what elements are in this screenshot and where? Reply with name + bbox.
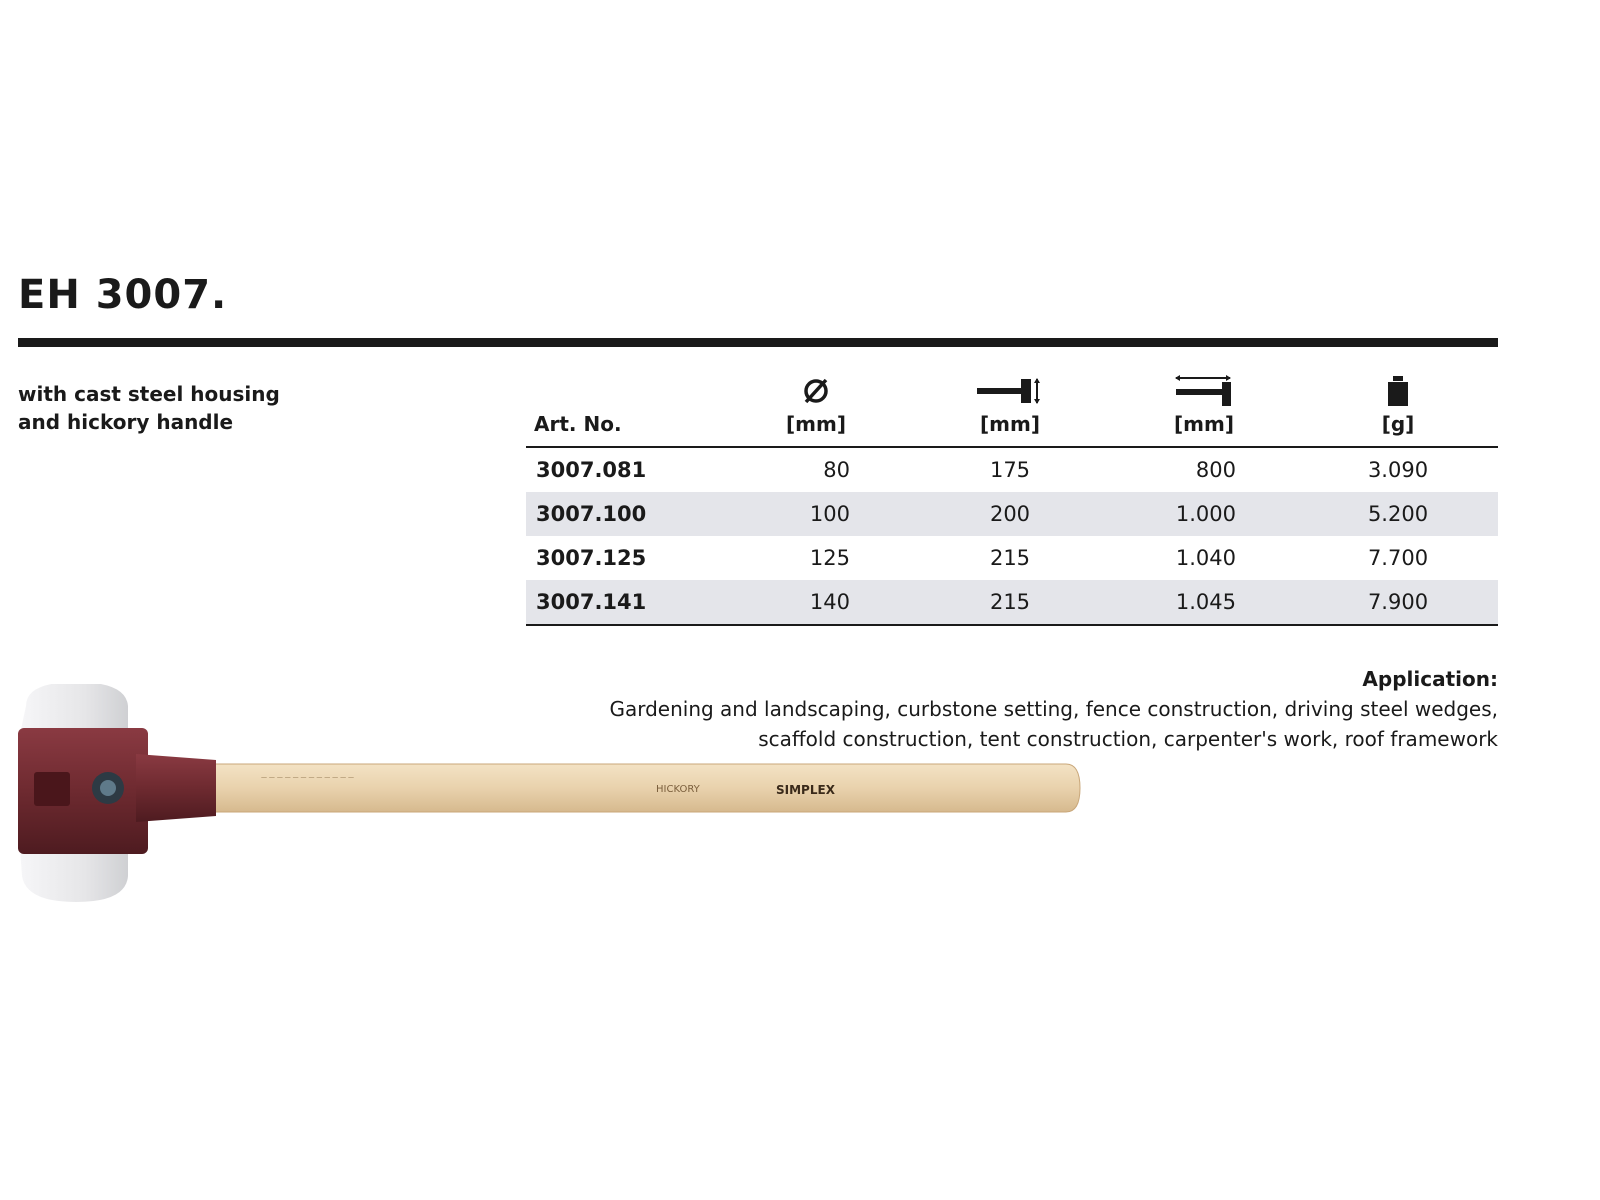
header-unit: [mm] (1174, 412, 1234, 436)
product-description (18, 380, 280, 436)
application-line: scaffold construction, tent construction, carpenter's work, roof framework (758, 727, 1498, 751)
description-line: with cast steel housing (18, 382, 280, 406)
header-overall-length (1144, 374, 1264, 436)
brand-label: SIMPLEX (776, 783, 835, 797)
cell-head-length: 215 (989, 546, 1031, 570)
header-weight (1338, 374, 1458, 436)
cell-overall-length: 800 (1195, 458, 1236, 482)
head-length-icon (950, 374, 1070, 408)
header-diameter (756, 374, 876, 436)
hammer-image (16, 684, 1116, 934)
cell-overall-length: 1.000 (1175, 502, 1236, 526)
cell-art-no: 3007.141 (536, 590, 647, 614)
weight-icon (1338, 374, 1458, 408)
cell-overall-length: 1.040 (1175, 546, 1236, 570)
application-line: Gardening and landscaping, curbstone setting, fence construction, driving steel wedges, (609, 697, 1498, 721)
title-divider (18, 338, 1498, 347)
table-row (526, 580, 1498, 626)
cell-art-no: 3007.100 (536, 502, 647, 526)
cell-overall-length: 1.045 (1175, 590, 1236, 614)
description-line: and hickory handle (18, 410, 234, 434)
application-title: Application: (1362, 667, 1498, 691)
cell-head-length: 175 (989, 458, 1031, 482)
cell-art-no: 3007.125 (536, 546, 647, 570)
cell-head-length: 215 (989, 590, 1031, 614)
table-row (526, 448, 1498, 492)
header-art-no: Art. No. (534, 412, 622, 436)
overall-length-icon (1144, 374, 1264, 408)
header-unit: [g] (1381, 412, 1415, 436)
cell-weight: 7.700 (1367, 546, 1429, 570)
header-head-length (950, 374, 1070, 436)
table-row (526, 492, 1498, 536)
cell-diameter: 140 (809, 590, 850, 614)
spec-table (526, 362, 1498, 626)
svg-text:— — — — — — — — — — — —: — — — — — — — — — — — — (261, 774, 354, 781)
cell-head-length: 200 (989, 502, 1031, 526)
cell-weight: 5.200 (1367, 502, 1429, 526)
cell-art-no: 3007.081 (536, 458, 647, 482)
cell-weight: 7.900 (1367, 590, 1429, 614)
cell-diameter: 125 (809, 546, 850, 570)
cell-weight: 3.090 (1367, 458, 1429, 482)
cell-diameter: 80 (823, 458, 850, 482)
table-row (526, 536, 1498, 580)
handle-label: HICKORY (656, 784, 700, 795)
header-unit: [mm] (786, 412, 846, 436)
spec-table-header (526, 362, 1498, 448)
header-unit: [mm] (980, 412, 1040, 436)
diameter-icon (756, 374, 876, 408)
product-title: EH 3007. (18, 272, 228, 318)
cell-diameter: 100 (809, 502, 850, 526)
